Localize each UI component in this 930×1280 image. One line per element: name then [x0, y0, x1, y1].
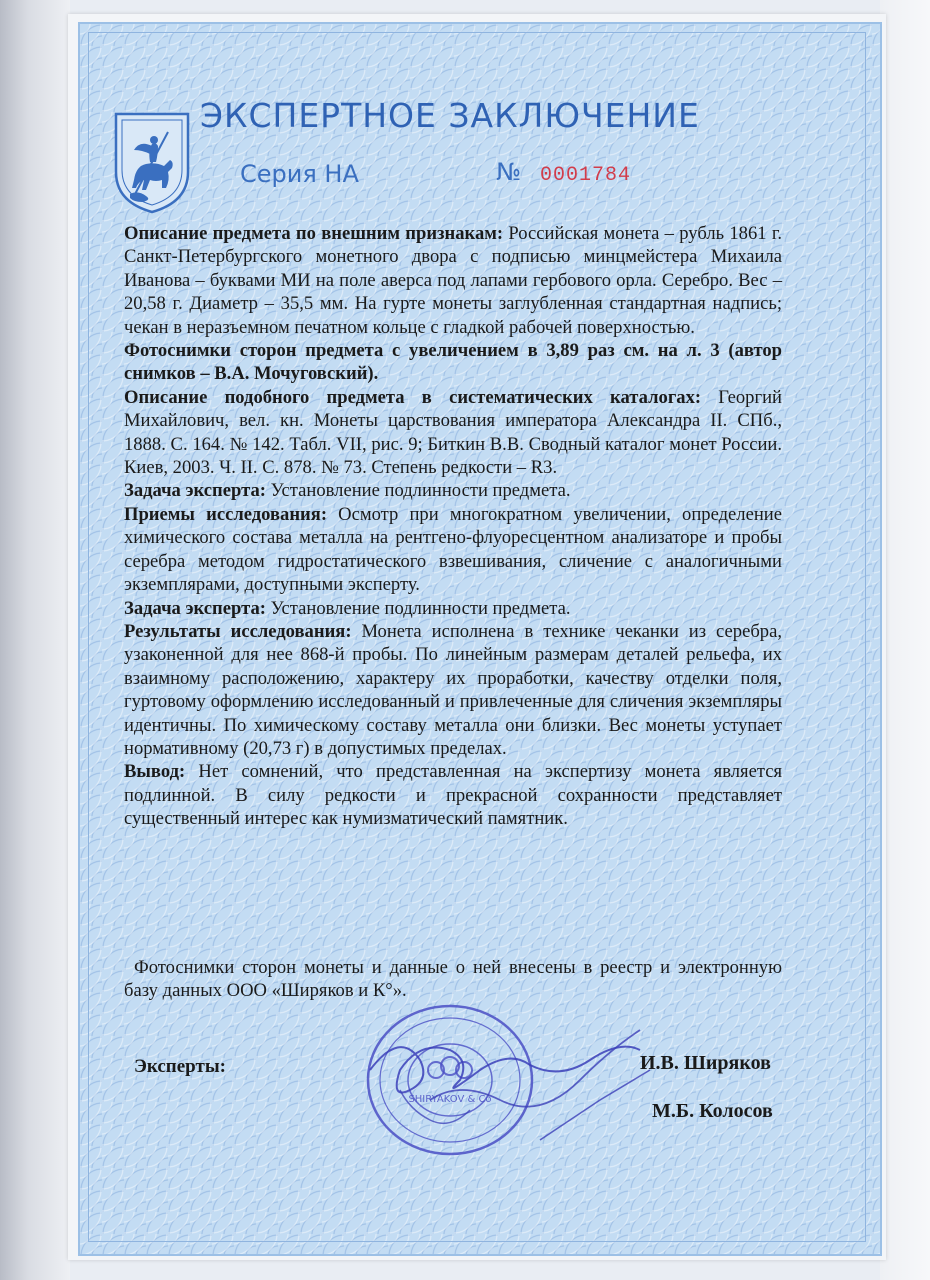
certificate-body	[124, 222, 782, 831]
series-label: Серия НА	[240, 160, 359, 188]
registry-note: Фотоснимки сторон монеты и данные о ней внесены в реестр и электронную базу данных ООО «Ширяков и К°».	[124, 957, 782, 1002]
expert-name-2: М.Б. Колосов	[652, 1100, 773, 1122]
document-title: ЭКСПЕРТНОЕ ЗАКЛЮЧЕНИЕ	[200, 96, 700, 135]
page-margin-right	[880, 0, 930, 1280]
seal-text: SHIRYAKOV & Co	[408, 1094, 492, 1105]
section-methods	[124, 503, 782, 597]
section-text: Осмотр при многократном увеличении, определение химического состава металла на рентгено-флуоресцентном анализаторе и пробы серебра методом гидростатического взвешивания, сличение с аналогичными экземплярами, доступными эксперту.	[124, 503, 782, 596]
number-label: №	[496, 158, 521, 186]
section-label: Задача эксперта:	[124, 480, 266, 502]
section-description	[124, 222, 782, 339]
section-text: Российская монета – рубль 1861 г. Санкт-Петербургского монетного двора с подписью минцмейстера Михаила Иванова – буквами МИ на поле аверса под лапами гербового орла. Серебро. Вес – 20,58 г. Диаметр – 35,5 мм. На гурте монеты заглубленная стандартная надпись; чекан в неразъемном печатном кольце с гладкой рабочей поверхностью.	[124, 223, 783, 338]
section-label: Фотоснимки сторон предмета с увеличением в 3,89 раз см. на л. 3 (автор снимков – В.А. Мочуговский).	[124, 340, 782, 385]
section-conclusion	[124, 760, 782, 830]
section-text: Установление подлинности предмета.	[265, 480, 571, 502]
section-catalogs	[124, 386, 782, 480]
section-text: Нет сомнений, что представленная на экспертизу монета является подлинной. В силу редкости и прекрасной сохранности представляет существенный интерес как нумизматический памятник.	[124, 761, 782, 830]
section-label: Результаты исследования:	[124, 620, 352, 642]
section-label: Вывод:	[124, 761, 186, 783]
moscow-coat-of-arms-icon	[112, 110, 192, 214]
section-photos	[124, 339, 782, 386]
experts-label: Эксперты:	[134, 1056, 226, 1077]
section-results	[124, 620, 782, 760]
section-label: Описание предмета по внешним признакам:	[124, 223, 504, 244]
signature-image	[340, 1010, 660, 1160]
section-task-repeat	[124, 597, 782, 620]
section-label: Задача эксперта:	[124, 597, 266, 619]
section-text: Установление подлинности предмета.	[265, 597, 571, 619]
section-label: Приемы исследования:	[124, 503, 328, 525]
expert-name-1: И.В. Ширяков	[640, 1052, 771, 1074]
section-label: Описание подобного предмета в систематических каталогах:	[124, 386, 702, 408]
book-gutter-shadow	[0, 0, 70, 1280]
certificate-number: 0001784	[540, 164, 632, 187]
section-task	[124, 479, 782, 502]
section-text: Георгий Михайлович, вел. кн. Монеты царствования императора Александра II. СПб., 1888. С. 164. № 142. Табл. VII, рис. 9; Биткин В.В. Сводный каталог монет России. Киев, 2003. Ч. II. С. 878. № 73. Степень редкости – R3.	[124, 386, 782, 479]
section-text: Монета исполнена в технике чеканки из серебра, узаконенной для нее 868-й пробы. По линейным размерам деталей рельефа, их взаимному расположению, характеру их проработки, качеству отделки поля, гуртовому оформлению исследованный и привлеченные для сличения экземпляры идентичны. По химическому составу металла они близки. Вес монеты уступает нормативному (20,73 г) в допустимых пределах.	[124, 620, 782, 759]
